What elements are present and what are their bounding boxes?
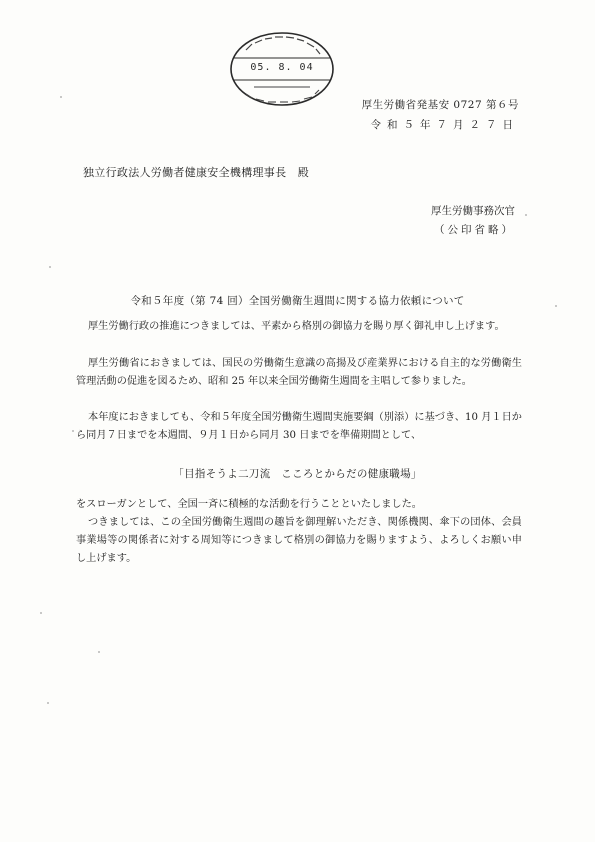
body-paragraph-4: をスローガンとして、全国一斉に積極的な活動を行うことといたしました。 xyxy=(76,499,422,510)
body-paragraph-1: 厚生労働行政の推進につきましては、平素から格別の御協力を賜り厚く御礼申し上げます。 xyxy=(88,321,505,332)
scan-speck xyxy=(60,96,62,98)
body-paragraph-3: 本年度におきましても、令和５年度全国労働衛生週間実施要綱（別添）に基づき、10 月１日から同月７日までを本週間、９月１日から同月 30 日までを準備期間として、 xyxy=(76,412,522,441)
scan-speck xyxy=(525,214,527,216)
scan-speck xyxy=(98,651,100,653)
scan-speck xyxy=(40,612,42,614)
slogan: 「目指そうよ二刀流 こころとからだの健康職場」 xyxy=(173,468,422,480)
addressee: 独立行政法人労働者健康安全機構理事長 殿 xyxy=(83,166,309,179)
scan-speck xyxy=(47,702,49,704)
stamp-date: 05. 8. 04 xyxy=(250,62,314,73)
body-paragraph-2: 厚生労働省におきましては、国民の労働衛生意識の高揚及び産業界における自主的な労働衛生管理活動の促進を図るため、昭和 25 年以来全国労働衛生週間を主唱して参りました。 xyxy=(76,358,522,387)
scan-speck xyxy=(72,430,74,432)
scan-speck xyxy=(49,266,51,268)
body-paragraph-5: つきましては、この全国労働衛生週間の趣旨を御理解いただき、関係機関、傘下の団体、会員事業場等の関係者に対する周知等につきまして格別の御協力を賜りますよう、よろしくお願い申し上げます。 xyxy=(76,517,522,564)
receipt-stamp xyxy=(228,30,336,108)
seal-omitted-note: （公印省略） xyxy=(434,224,515,236)
document-date: 令和５年７月２７日 xyxy=(370,119,519,131)
stamp-lettering-top xyxy=(246,37,320,54)
subject-line: 令和５年度（第 74 回）全国労働衛生週間に関する協力依頼について xyxy=(130,295,465,307)
sender-title: 厚生労働事務次官 xyxy=(431,205,515,217)
document-number: 厚生労働省発基安 0727 第６号 xyxy=(361,99,519,111)
